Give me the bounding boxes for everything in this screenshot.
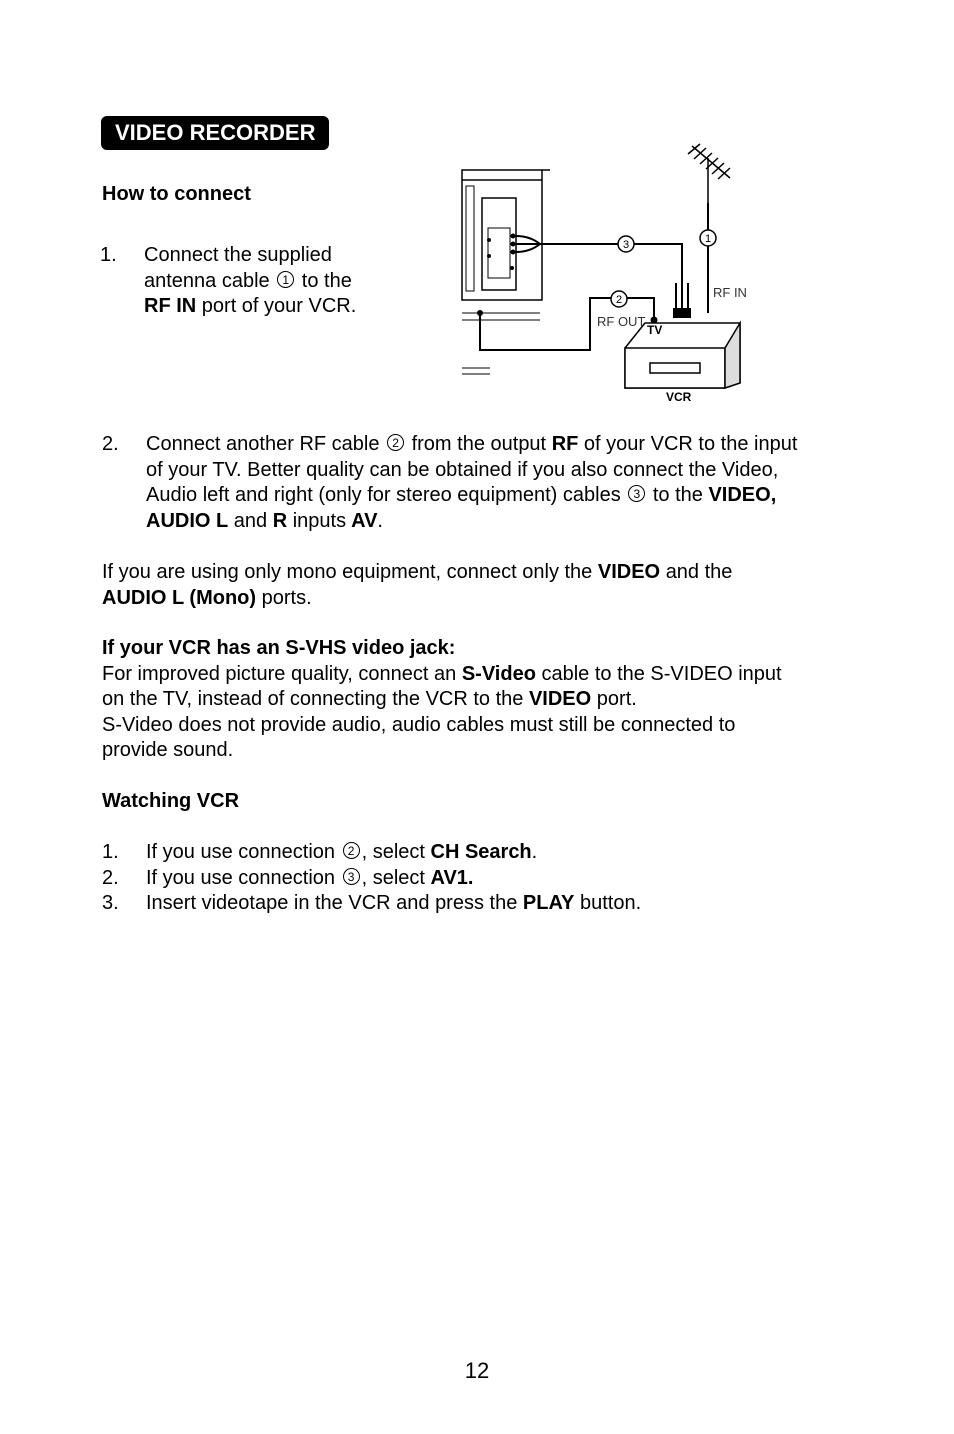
connection-marker-3: 3	[628, 485, 645, 502]
connection-marker-3: 3	[343, 868, 360, 885]
mono-paragraph: If you are using only mono equipment, connect only the VIDEO and the AUDIO L (Mono) ports.	[102, 561, 733, 609]
diagram-label-rf-out: RF OUT	[597, 314, 646, 329]
connection-marker-1: 1	[277, 271, 294, 288]
watching-vcr-heading: Watching VCR	[102, 790, 240, 812]
diagram-label-vcr: VCR	[666, 390, 692, 404]
svhs-heading: If your VCR has an S-VHS video jack:	[102, 637, 456, 659]
list-item: 2. If you use connection 3 , select AV1.	[102, 866, 474, 889]
diagram-marker-2: 2	[615, 294, 623, 306]
connect-step-2: 2. Connect another RF cable 2 from the output RF of your VCR to the input of your TV. Better quality can be obtained if you also connect the Video, Audio left and right (only for stereo equipment) cables 3 to the VIDEO, AUDIO L and R inputs AV.	[102, 433, 798, 532]
diagram-marker-3: 3	[622, 239, 630, 251]
diagram-label-tv: TV	[647, 323, 663, 337]
watching-steps	[102, 840, 862, 917]
svhs-section: If your VCR has an S-VHS video jack: For improved picture quality, connect an S-Video cable to the S-VIDEO input on the TV, instead of connecting the VCR to the VIDEO port. S-Video does not provide audio, audio cables must still be connected to provide sound.	[102, 636, 882, 764]
page-number: 12	[464, 1358, 490, 1383]
connection-marker-2: 2	[387, 434, 404, 451]
vcr-connection-diagram	[460, 138, 760, 408]
connect-step-1: 1. Connect the supplied antenna cable 1 to the RF IN port of your VCR.	[100, 244, 357, 317]
connection-marker-2: 2	[343, 842, 360, 859]
list-item: 3. Insert videotape in the VCR and press the PLAY button.	[102, 892, 642, 914]
section-title: VIDEO RECORDER	[101, 116, 329, 150]
diagram-marker-1: 1	[704, 233, 712, 245]
diagram-label-rf-in: RF IN	[713, 285, 747, 300]
how-to-connect-heading: How to connect	[102, 183, 251, 205]
list-item: 1. If you use connection 2 , select CH Search.	[102, 841, 538, 863]
